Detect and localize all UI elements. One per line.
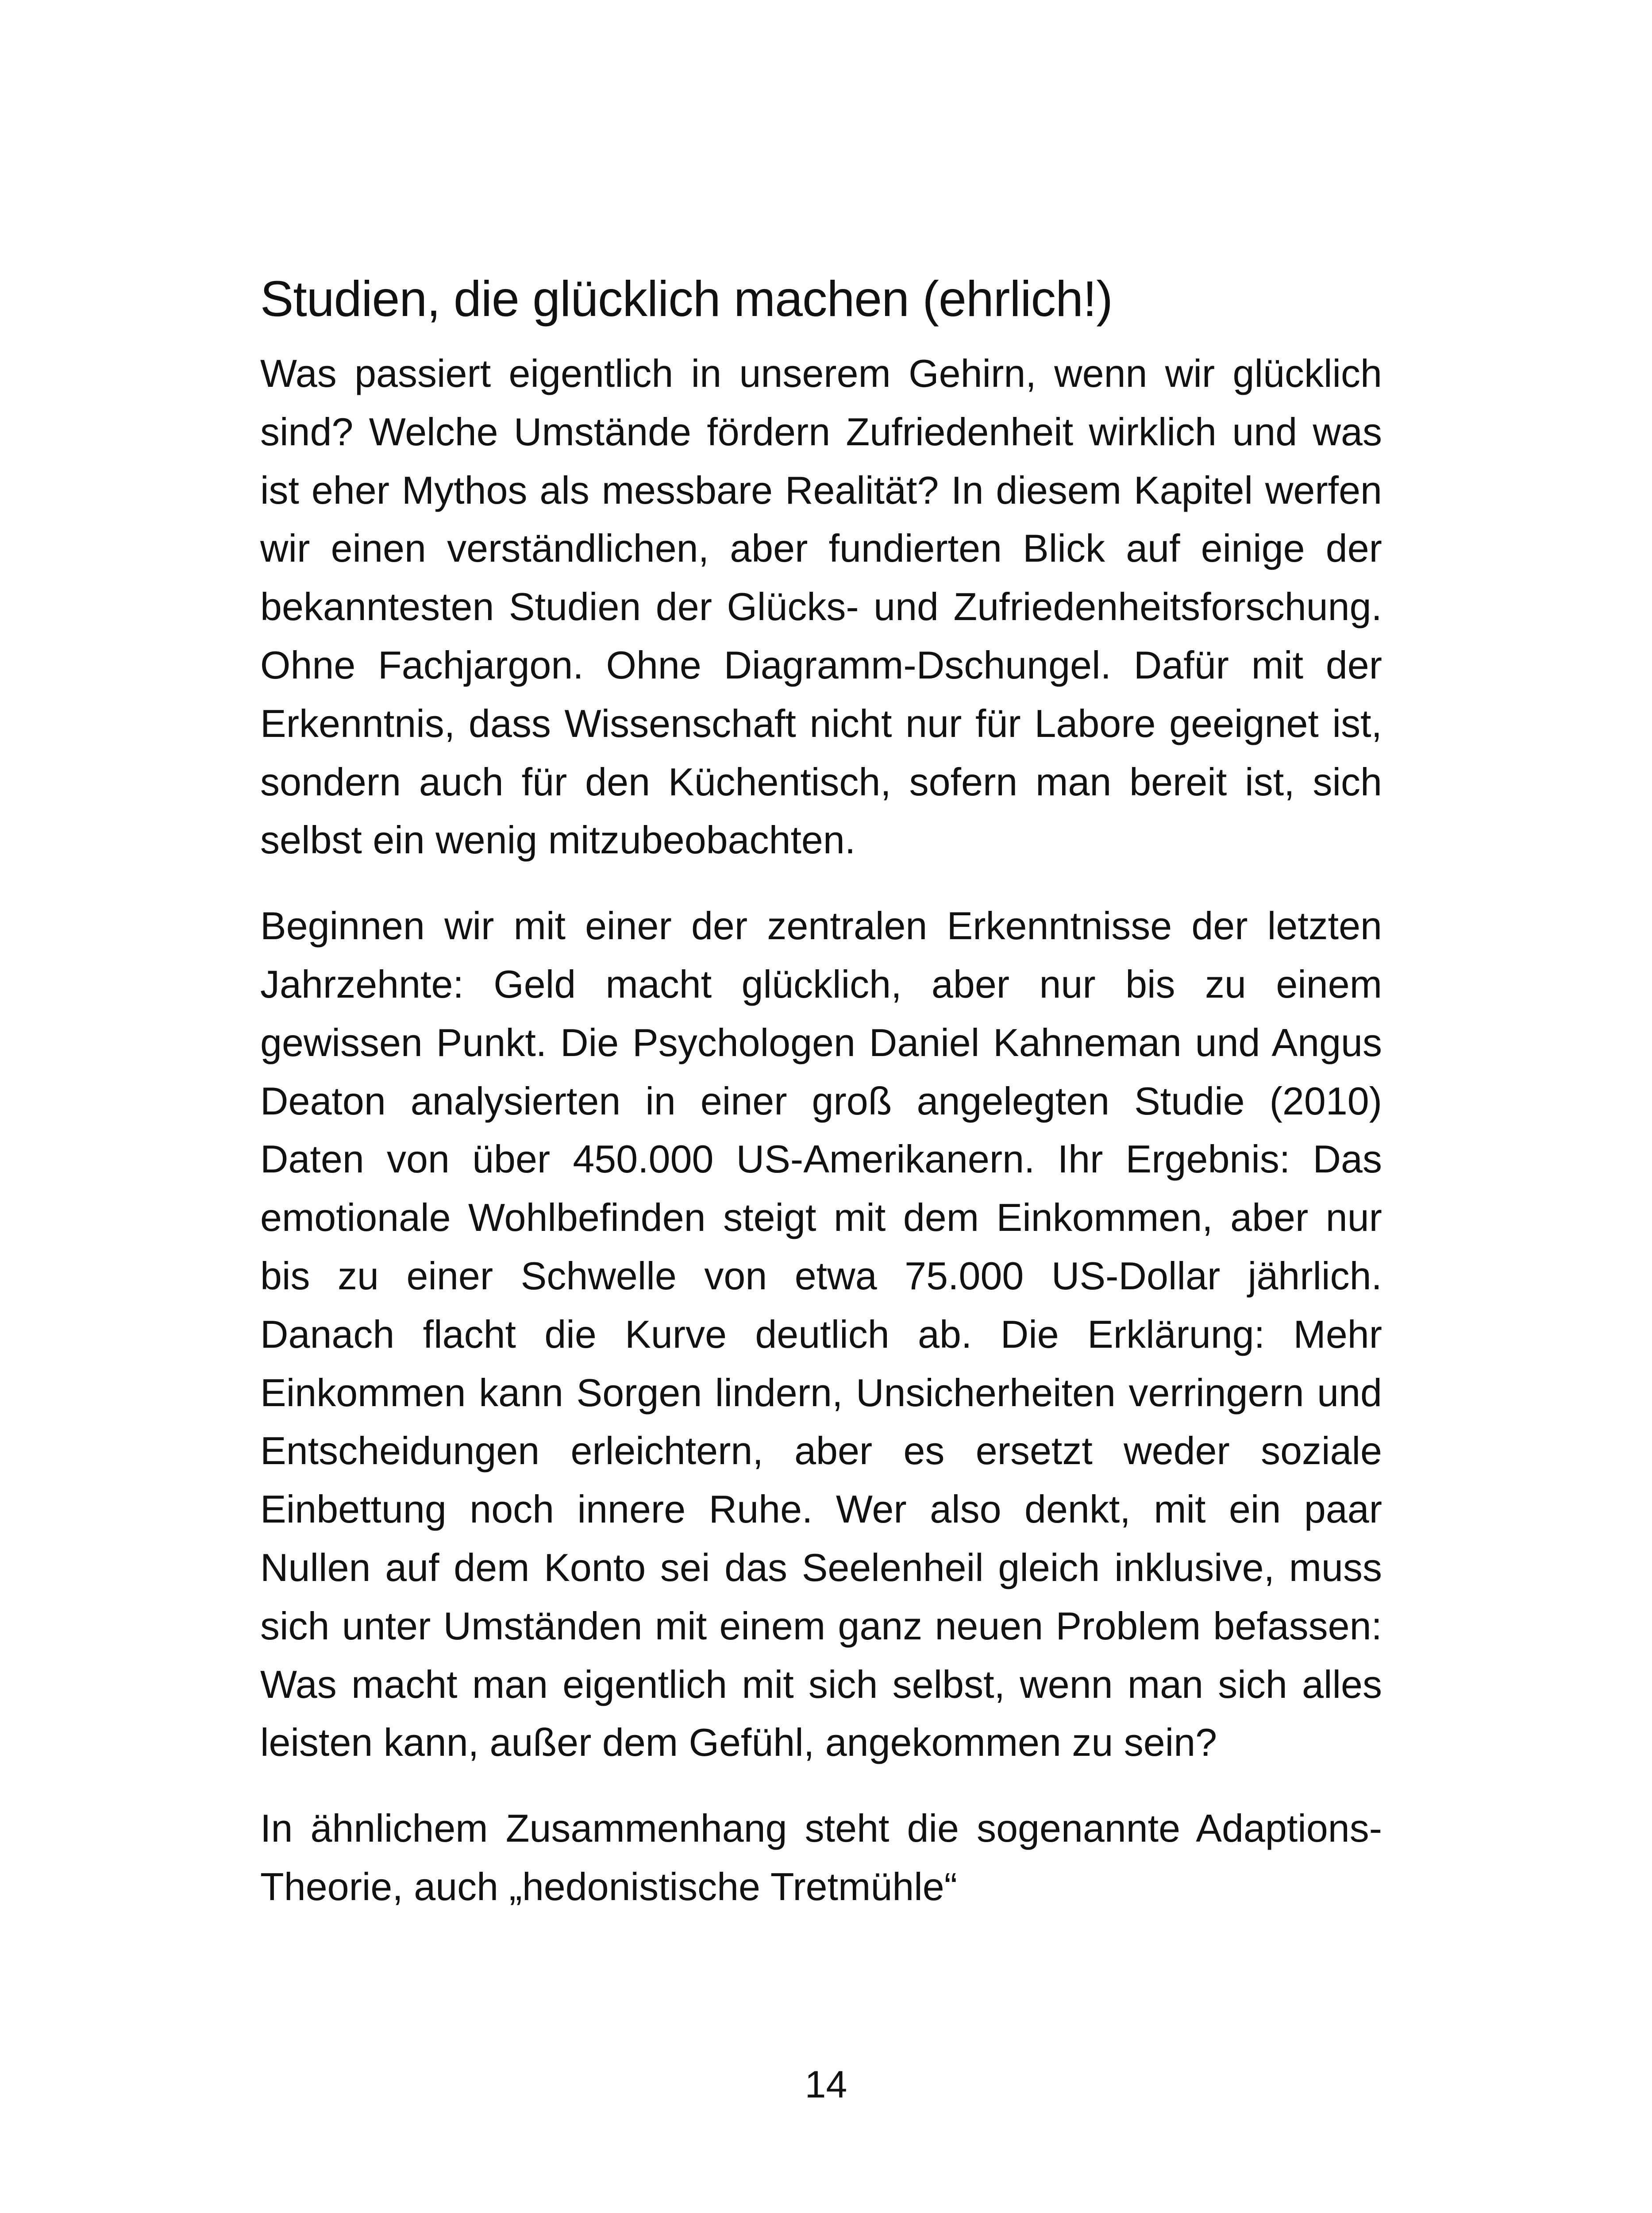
- body-paragraph-2: Beginnen wir mit einer der zentralen Erkenntnisse der letzten Jahrzehnte: Geld macht glücklich, aber nur bis zu einem gewissen Punkt. Die Psychologen Daniel Kahneman und Angus Deaton analysierten in einer groß angelegten Studie (2010) Daten von über 450.000 US-Amerikanern. Ihr Ergebnis: Das emotionale Wohlbefinden steigt mit dem Einkommen, aber nur bis zu einer Schwelle von etwa 75.000 US-Dollar jährlich. Danach flacht die Kurve deutlich ab. Die Erklärung: Mehr Einkommen kann Sorgen lindern, Unsicherheiten verringern und Entscheidungen erleichtern, aber es ersetzt weder soziale Einbettung noch innere Ruhe. Wer also denkt, mit ein paar Nullen auf dem Konto sei das Seelenheil gleich inklusive, muss sich unter Umständen mit einem ganz neuen Problem befassen: Was macht man eigentlich mit sich selbst, wenn man sich alles leisten kann, außer dem Gefühl, angekommen zu sein?: [260, 904, 1382, 1765]
- body-paragraph-1: Was passiert eigentlich in unserem Gehirn, wenn wir glücklich sind? Welche Umstände fördern Zufriedenheit wirklich und was ist eher Mythos als messbare Realität? In diesem Kapitel werfen wir einen verständlichen, aber fundierten Blick auf einige der bekanntesten Studien der Glücks- und Zufriedenheitsforschung. Ohne Fachjargon. Ohne Diagramm-Dschungel. Dafür mit der Erkenntnis, dass Wissenschaft nicht nur für Labore geeignet ist, sondern auch für den Küchentisch, sofern man bereit ist, sich selbst ein wenig mitzubeobachten.: [260, 351, 1382, 862]
- page-number: 14: [805, 2063, 847, 2106]
- page-content: [260, 266, 1382, 1916]
- chapter-title: Studien, die glücklich machen (ehrlich!): [260, 271, 1113, 327]
- body-paragraph-3: In ähnlichem Zusammenhang steht die sogenannte Adaptions-Theorie, auch „hedonistische Tretmühle“: [260, 1806, 1382, 1908]
